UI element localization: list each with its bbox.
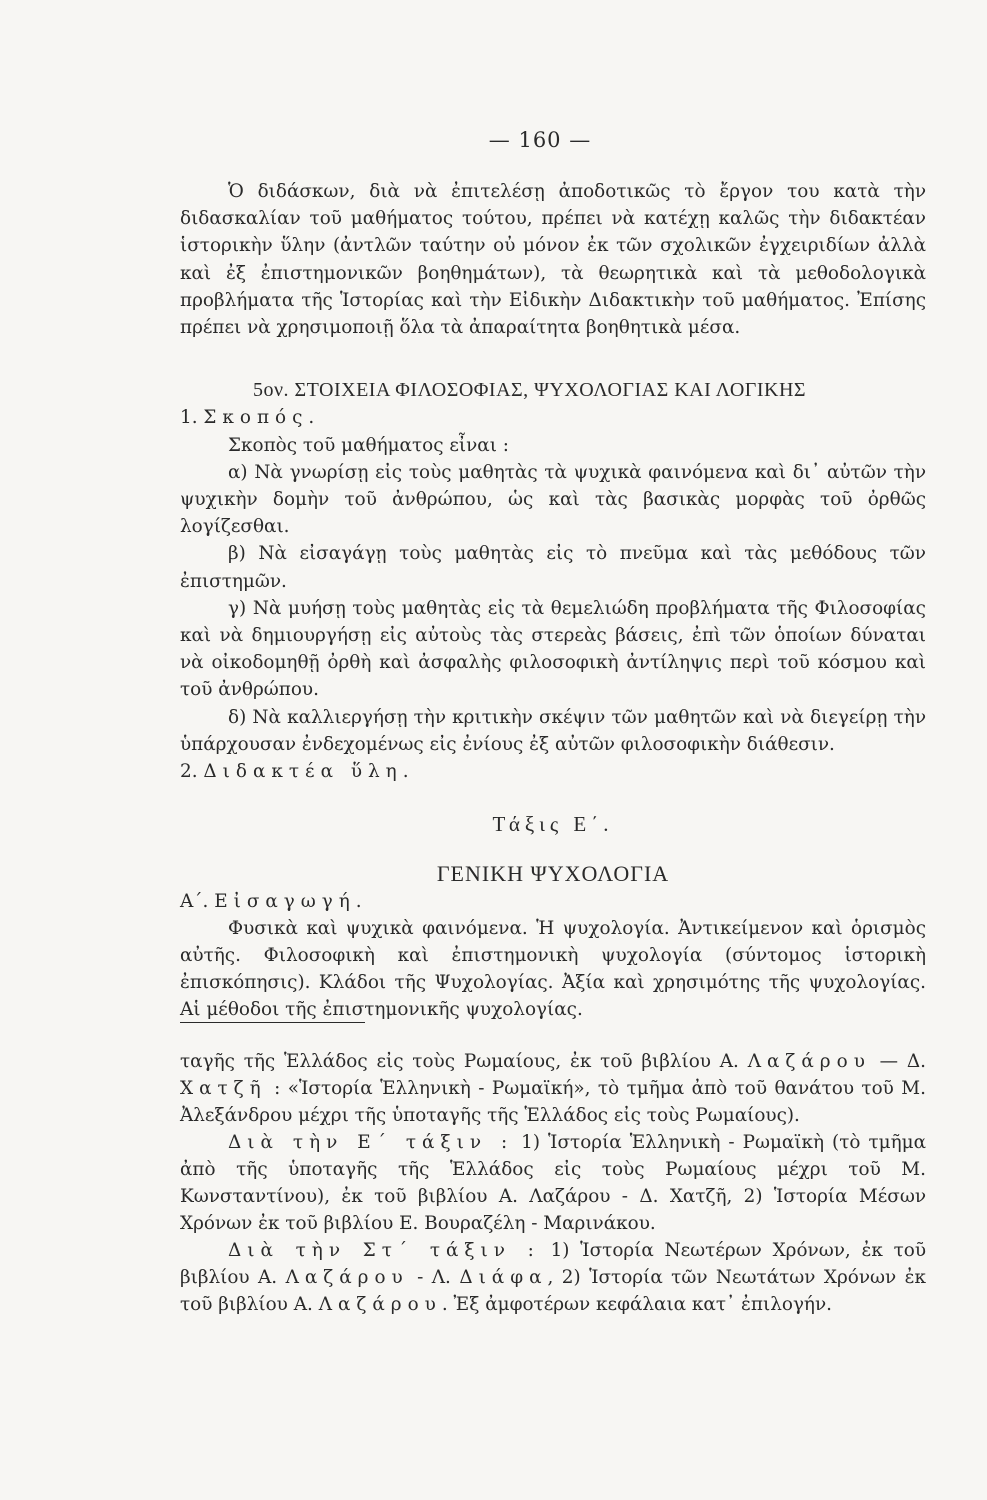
introduction-heading <box>180 888 926 915</box>
footnote-text: : «Ἱστορία Ἑλληνικὴ - Ρωμαϊκή», τὸ τμῆμα ἀπὸ τοῦ θανάτου τοῦ Μ. Ἀλεξάνδρου μέχρι τῆς ὑποταγῆς τῆς Ἑλλάδος εἰς τοὺς Ρωμαίους). <box>180 1078 926 1126</box>
introduction-label: Εἰσαγωγή. <box>214 890 368 912</box>
author-name: Λαζάρου <box>285 1267 409 1288</box>
footnote-text: , 2) Ἱστορία τῶν Νεωτάτων Χρόνων ἐκ τοῦ βιβλίου Α. <box>180 1267 927 1315</box>
intro-paragraph: Ὁ διδάσκων, διὰ νὰ ἐπιτελέσῃ ἀποδοτικῶς τὸ ἔργον του κατὰ τὴν διδασκαλίαν τοῦ μαθήματος τούτου, πρέπει νὰ κατέχῃ καλῶς τὴν διδακτέαν ἱστορικὴν ὕλην (ἀντλῶν ταύτην οὐ μόνον ἐκ τῶν σχολικῶν ἐγχειριδίων ἀλλὰ καὶ ἐξ ἐπιστημονικῶν βοηθημάτων), τὰ θεωρητικὰ καὶ τὰ μεθοδολογικὰ προβλήματα τῆς Ἱστορίας καὶ τὴν Εἰδικὴν Διδακτικὴν τοῦ μαθήματος. Ἐπίσης πρέπει νὰ χρησιμοποιῇ ὅλα τὰ ἀπαραίτητα βοηθητικὰ μέσα. <box>180 181 926 339</box>
material-label: Διδακτέα ὕλη. <box>203 761 415 783</box>
class-heading: Τάξις Ε΄. <box>492 812 614 837</box>
footnote-text: - Λ. <box>408 1267 460 1288</box>
material-heading <box>180 758 926 785</box>
purpose-number: 1. <box>180 407 198 429</box>
introduction-number: Α΄. <box>180 890 209 912</box>
footnote-class-e <box>180 1129 926 1237</box>
purpose-label: Σκοπός. <box>203 407 321 429</box>
material-number: 2. <box>180 761 198 783</box>
footnote-lead: Διὰ τὴν Στ΄ τάξιν : <box>228 1240 540 1261</box>
author-name: Λαζάρου <box>747 1051 871 1072</box>
author-name: Χατζῆ <box>180 1078 267 1099</box>
footnote-text: — Δ. <box>870 1051 927 1072</box>
goal-item: δ) Νὰ καλλιεργήσῃ τὴν κριτικὴν σκέψιν τῶν μαθητῶν καὶ νὰ διεγείρῃ τὴν ὑπάρχουσαν ἐνδεχομένως εἰς ἐνίους ἐξ αὐτῶν φιλοσοφικὴν διάθεσιν. <box>180 706 926 755</box>
footnotes <box>180 1048 926 1318</box>
footnote-lead: Διὰ τὴν Ε΄ τάξιν : <box>228 1132 514 1153</box>
introduction-text: Φυσικὰ καὶ ψυχικὰ φαινόμενα. Ἡ ψυχολογία. Ἀντικείμενον καὶ ὁρισμὸς αὐτῆς. Φιλοσοφικὴ καὶ ἐπιστημονικὴ ψυχολογία (σύντομος ἱστορικὴ ἐπισκόπησις). Κλάδοι τῆς Ψυχολογίας. Ἀξία καὶ χρησιμότης τῆς ψυχολογίας. Αἱ μέθοδοι τῆς ἐπιστημονικῆς ψυχολογίας. <box>180 917 926 1021</box>
author-name: Λαζάρου <box>318 1294 442 1315</box>
footnote-text: 1) Ἱστορία Νεωτέρων Χρόνων, ἐκ τοῦ βιβλίου Α. <box>180 1240 926 1288</box>
goal-item: γ) Νὰ μυήσῃ τοὺς μαθητὰς εἰς τὰ θεμελιώδη προβλήματα τῆς Φιλοσοφίας καὶ νὰ δημιουργήσῃ εἰς αὐτοὺς τὰς στερεὰς βάσεις, ἐπὶ τῶν ὁποίων δύναται νὰ οἰκοδομηθῇ ὀρθὴ καὶ ἀσφαλὴς φιλοσοφικὴ ἀντίληψις περὶ τοῦ κόσμου καὶ τοῦ ἀνθρώπου. <box>180 597 926 701</box>
footnote-continuation <box>180 1048 926 1129</box>
footnote-text: ταγῆς τῆς Ἑλλάδος εἰς τοὺς Ρωμαίους, ἐκ τοῦ βιβλίου Α. <box>180 1051 748 1072</box>
footnote-text: 1) Ἱστορία Ἑλληνικὴ - Ρωμαϊκὴ (τὸ τμῆμα ἀπὸ τῆς ὑποταγῆς τῆς Ἑλλάδος εἰς τοὺς Ρωμαίους μέχρι τοῦ Μ. Κωνσταντίνου), ἐκ τοῦ βιβλίου Α. Λαζάρου - Δ. Χατζῆ, 2) Ἱστορία Μέσων Χρόνων ἐκ τοῦ βιβλίου Ε. Βουραζέλη - Μαρινάκου. <box>180 1132 926 1234</box>
footnote-divider <box>180 1022 365 1023</box>
footnote-text: . Ἐξ ἀμφοτέρων κεφάλαια κατ᾽ ἐπιλογήν. <box>441 1294 832 1315</box>
main-text <box>180 178 926 1024</box>
goal-item: α) Νὰ γνωρίσῃ εἰς τοὺς μαθητὰς τὰ ψυχικὰ φαινόμενα καὶ δι᾽ αὐτῶν τὴν ψυχικὴν δομὴν τοῦ ἀνθρώπου, ὡς καὶ τὰς βασικὰς μορφὰς τοῦ ὀρθῶς λογίζεσθαι. <box>180 461 926 538</box>
author-name: Διάφα <box>459 1267 548 1288</box>
footnote-class-st <box>180 1237 926 1318</box>
page-number: — 160 — <box>488 128 592 152</box>
goal-item: β) Νὰ εἰσαγάγῃ τοὺς μαθητὰς εἰς τὸ πνεῦμα καὶ τὰς μεθόδους τῶν ἐπιστημῶν. <box>180 543 926 592</box>
section-heading: 5ον. ΣΤΟΙΧΕΙΑ ΦΙΛΟΣΟΦΙΑΣ, ΨΥΧΟΛΟΓΙΑΣ ΚΑΙ ΛΟΓΙΚΗΣ <box>253 379 807 402</box>
purpose-heading <box>180 404 926 431</box>
subject-heading: ΓΕΝΙΚΗ ΨΥΧΟΛΟΓΙΑ <box>436 861 670 887</box>
purpose-intro: Σκοπὸς τοῦ μαθήματος εἶναι : <box>228 434 509 456</box>
